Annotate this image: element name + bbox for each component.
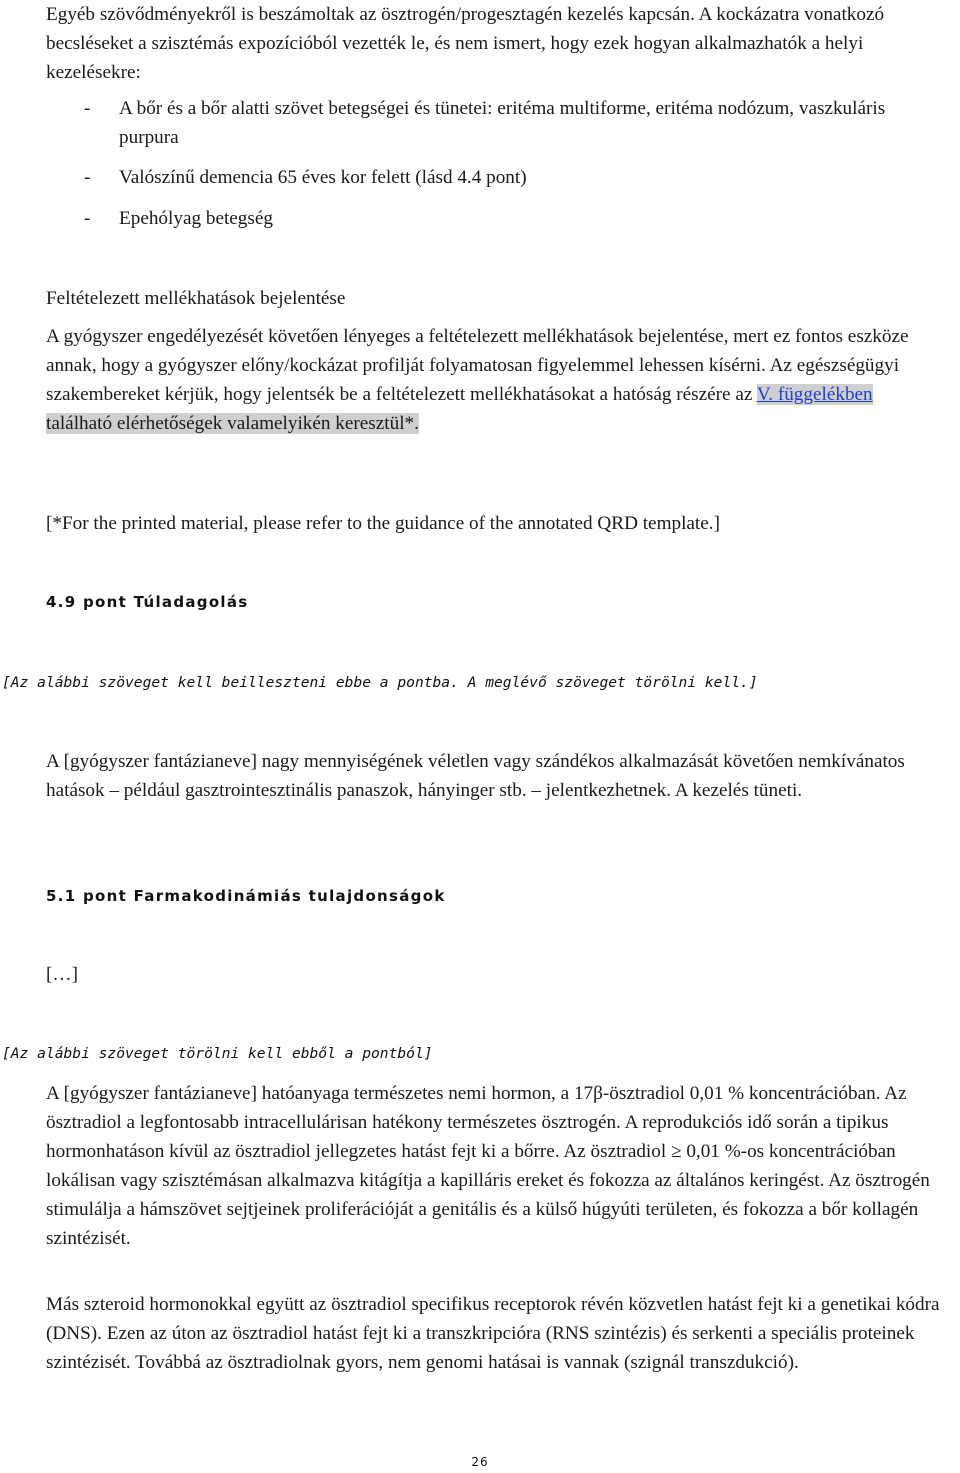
- list-dash: -: [84, 167, 91, 188]
- list-item: [84, 94, 942, 152]
- reporting-paragraph: [46, 322, 942, 438]
- list-item: [84, 204, 942, 233]
- appendix-v-link[interactable]: V. függelékben: [756, 384, 873, 405]
- section-5-1-paragraph-2: Más szteroid hormonokkal együtt az ösztradiol specifikus receptorok révén közvetlen hatást fejt ki a genetikai kódra (DNS). Ezen az úton az ösztradiol hatást fejt ki a transzkripcióra (RNS szintézis) és serkenti a speciális proteinek szintézisét. Továbbá az ösztradiolnak gyors, nem genomi hatásai is vannak (szignál transzdukció).: [46, 1294, 940, 1373]
- list-item-text: Valószínű demencia 65 éves kor felett (lásd 4.4 pont): [119, 167, 527, 188]
- section-4-9-instruction: [Az alábbi szöveget kell beilleszteni ebbe a pontba. A meglévő szöveget törölni kell.]: [2, 674, 758, 691]
- section-4-9-body: A [gyógyszer fantázianeve] nagy mennyiségének véletlen vagy szándékos alkalmazását követően nemkívánatos hatások – például gasztrointesztinális panaszok, hányinger stb. – jelentkezhetnek. A kezelés tüneti.: [46, 751, 905, 801]
- highlighted-contact-text: található elérhetőségek valamelyikén keresztül*.: [46, 413, 419, 434]
- list-item-text: A bőr és a bőr alatti szövet betegségei és tünetei: eritéma multiforme, eritéma nodózum, vaszkuláris purpura: [119, 98, 886, 148]
- qrd-note: [*For the printed material, please refer to the guidance of the annotated QRD template.]: [46, 513, 720, 534]
- list-item-text: Epehólyag betegség: [119, 208, 273, 229]
- page-number: 26: [471, 1455, 489, 1469]
- section-5-1-heading: 5.1 pont Farmakodinámiás tulajdonságok: [46, 887, 446, 905]
- reporting-body-text: A gyógyszer engedélyezését követően lényeges a feltételezett mellékhatások bejelentése, mert ez fontos eszköze annak, hogy a gyógyszer előny/kockázat profilját folyamatosan figyelemmel lehessen kísérni. Az egészségügyi szakembereket kérjük, hogy jelentsék be a feltételezett mellékhatásokat a hatóság részére az: [46, 326, 909, 405]
- list-dash: -: [84, 98, 91, 119]
- section-5-1-instruction: [Az alábbi szöveget törölni kell ebből a pontból]: [2, 1045, 433, 1062]
- section-4-9-heading: 4.9 pont Túladagolás: [46, 593, 249, 611]
- list-dash: -: [84, 208, 91, 229]
- section-5-1-paragraph-1: A [gyógyszer fantázianeve] hatóanyaga természetes nemi hormon, a 17β-ösztradiol 0,01 % koncentrációban. Az ösztradiol a legfontosabb intracellulárisan hatékony természetes ösztrogén. A reprodukciós idő során a tipikus hormonhatáson kívül az ösztradiol jellegzetes hatást fejt ki a bőrre. Az ösztradiol ≥ 0,01 %-os koncentrációban lokálisan vagy szisztémásan alkalmazva kitágítja a kapilláris ereket és fokozza az általános keringést. Az ösztrogén stimulálja a hámszövet sejtjeinek proliferációját a genitális és a külső húgyúti területen, és fokozza a bőr kollagén szintézisét.: [46, 1083, 930, 1249]
- reporting-heading: Feltételezett mellékhatások bejelentése: [46, 288, 346, 309]
- ellipsis-marker: […]: [46, 964, 78, 985]
- list-item: [84, 163, 942, 192]
- intro-paragraph: Egyéb szövődményekről is beszámoltak az ösztrogén/progesztagén kezelés kapcsán. A kockázatra vonatkozó becsléseket a szisztémás expozícióból vezették le, és nem ismert, hogy ezek hogyan alkalmazhatók a helyi kezelésekre:: [46, 4, 885, 83]
